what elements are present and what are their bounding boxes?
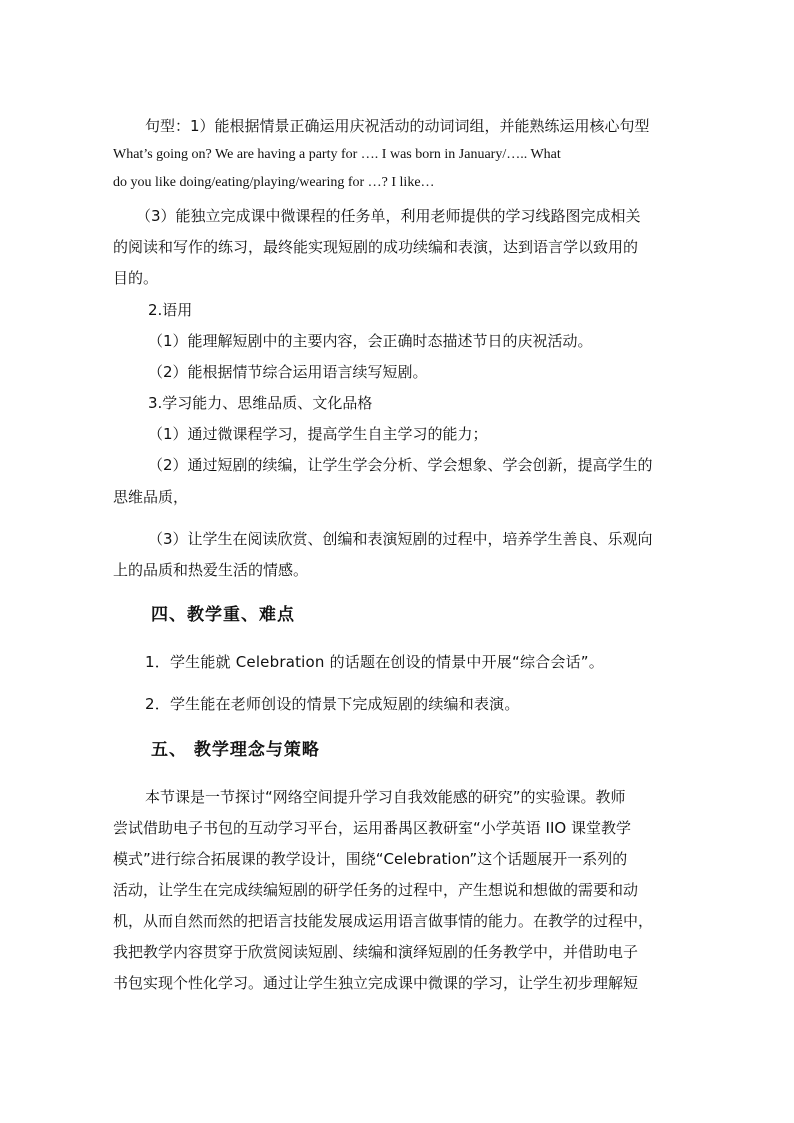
strategy-paragraph-line-1: 本节课是一节探讨“网络空间提升学习自我效能感的研究”的实验课。教师: [145, 788, 626, 806]
section-5-heading: 五、 教学理念与策略: [151, 740, 320, 760]
ability-item-3-line-1: （3）让学生在阅读欣赏、创编和表演短剧的过程中，培养学生善良、乐观向: [148, 530, 653, 548]
english-pattern-line-1: What’s going on? We are having a party for …. I was born in January/….. What: [113, 147, 561, 162]
ability-item-1: （1）通过微课程学习，提高学生自主学习的能力；: [148, 425, 488, 443]
ability-item-3-line-2: 上的品质和热爱生活的情感。: [113, 561, 309, 579]
key-point-2: 2．学生能在老师创设的情景下完成短剧的续编和表演。: [145, 695, 520, 713]
ability-subheading: 3.学习能力、思维品质、文化品格: [148, 394, 373, 412]
usage-item-2: （2）能根据情节综合运用语言续写短剧。: [148, 363, 428, 381]
strategy-paragraph-line-2: 尝试借助电子书包的互动学习平台，运用番禺区教研室“小学英语 IIO 课堂教学: [113, 819, 631, 837]
strategy-paragraph-line-6: 我把教学内容贯穿于欣赏阅读短剧、续编和演绎短剧的任务教学中，并借助电子: [113, 943, 639, 961]
objective-3-line-1: （3）能独立完成课中微课程的任务单，利用老师提供的学习线路图完成相关: [136, 207, 641, 225]
ability-item-2-line-1: （2）通过短剧的续编，让学生学会分析、学会想象、学会创新，提高学生的: [148, 456, 653, 474]
strategy-paragraph-line-3: 模式”进行综合拓展课的教学设计，围绕“Celebration”这个话题展开一系列的: [113, 850, 628, 868]
sentence-pattern-line: 句型：1）能根据情景正确运用庆祝活动的动词词组，并能熟练运用核心句型: [145, 117, 650, 135]
english-pattern-line-2: do you like doing/eating/playing/wearing for …? I like…: [113, 175, 435, 190]
key-point-1: 1．学生能就 Celebration 的话题在创设的情景中开展“综合会话”。: [145, 653, 604, 671]
strategy-paragraph-line-7: 书包实现个性化学习。通过让学生独立完成课中微课的学习，让学生初步理解短: [113, 974, 639, 992]
strategy-paragraph-line-5: 机，从而自然而然的把语言技能发展成运用语言做事情的能力。在教学的过程中，: [113, 912, 654, 930]
objective-3-line-3: 目的。: [113, 269, 159, 287]
usage-subheading: 2.语用: [148, 301, 193, 319]
usage-item-1: （1）能理解短剧中的主要内容，会正确时态描述节日的庆祝活动。: [148, 332, 593, 350]
section-4-heading: 四、教学重、难点: [151, 605, 295, 625]
strategy-paragraph-line-4: 活动，让学生在完成续编短剧的研学任务的过程中，产生想说和想做的需要和动: [113, 881, 639, 899]
objective-3-line-2: 的阅读和写作的练习，最终能实现短剧的成功续编和表演，达到语言学以致用的: [113, 238, 639, 256]
ability-item-2-line-2: 思维品质，: [113, 488, 189, 506]
